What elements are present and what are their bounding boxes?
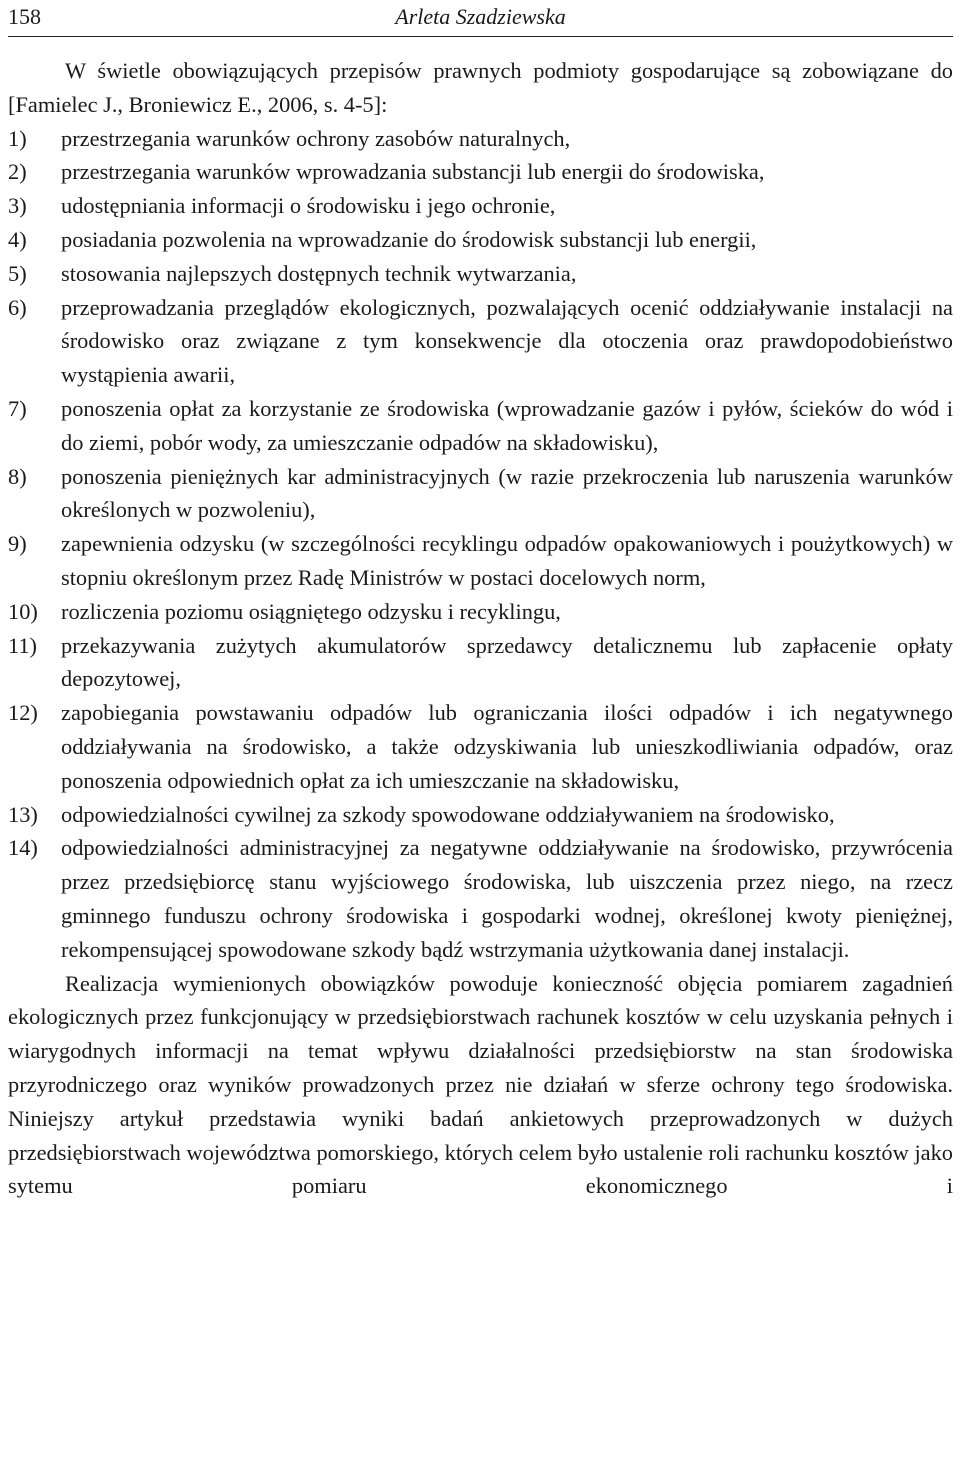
- list-item: [8, 460, 953, 528]
- list-item: [8, 527, 953, 595]
- list-item-text: przestrzegania warunków ochrony zasobów naturalnych,: [61, 125, 571, 151]
- list-item: [8, 629, 953, 697]
- list-item-number: 12): [8, 700, 38, 726]
- list-item-text: przeprowadzania przeglądów ekologicznych, pozwalających ocenić oddziaływanie instalacji na środowisko oraz związane z tym konsekwencje dla otoczenia oraz prawdopodobieństwo wystąpienia awarii,: [61, 294, 953, 388]
- closing-paragraph: Realizacja wymienionych obowiązków powoduje konieczność objęcia pomiarem zagadnień ekologicznych przez funkcjonujący w przedsiębiorstwach rachunek kosztów w celu uzyskania pełnych i wiarygodnych informacji na temat wpływu działalności przedsiębiorstw na stan środowiska przyrodniczego oraz wyników prowadzonych przez nie działań w sferze ochrony tego środowiska. Niniejszy artykuł przedstawia wyniki badań ankietowych przeprowadzonych w dużych przedsiębiorstwach województwa pomorskiego, których celem było ustalenie roli rachunku kosztów jako sytemu pomiaru ekonomicznego i: [8, 970, 953, 1199]
- list-item-number: 7): [8, 395, 27, 421]
- list-item-number: 3): [8, 193, 27, 219]
- document-page: [8, 0, 953, 1203]
- list-item: [8, 189, 953, 223]
- list-item-number: 10): [8, 598, 38, 624]
- list-item-text: ponoszenia pieniężnych kar administracyjnych (w razie przekroczenia lub naruszenia warunków określonych w pozwoleniu),: [61, 463, 953, 523]
- list-item-text: udostępniania informacji o środowisku i jego ochronie,: [61, 193, 556, 219]
- list-item: [8, 223, 953, 257]
- list-item-number: 4): [8, 226, 27, 252]
- list-item-number: 2): [8, 159, 27, 185]
- list-item-text: rozliczenia poziomu osiągniętego odzysku i recyklingu,: [61, 598, 561, 624]
- list-item: [8, 257, 953, 291]
- list-item: [8, 291, 953, 392]
- list-item-number: 14): [8, 835, 38, 861]
- list-item: [8, 155, 953, 189]
- list-item-text: ponoszenia opłat za korzystanie ze środowiska (wprowadzanie gazów i pyłów, ścieków do wód i do ziemi, pobór wody, za umieszczanie odpadów na składowisku),: [61, 395, 953, 455]
- list-item: [8, 798, 953, 832]
- obligations-list: [8, 122, 953, 967]
- list-item-number: 11): [8, 632, 38, 658]
- intro-paragraph: W świetle obowiązujących przepisów prawnych podmioty gospodarujące są zobowiązane do [Famielec J., Broniewicz E., 2006, s. 4-5]:: [8, 58, 953, 117]
- list-item-number: 9): [8, 531, 27, 557]
- list-item-text: odpowiedzialności cywilnej za szkody spowodowane oddziaływaniem na środowisko,: [61, 801, 835, 827]
- list-item-text: stosowania najlepszych dostępnych technik wytwarzania,: [61, 260, 577, 286]
- list-item-number: 8): [8, 463, 27, 489]
- list-item-number: 1): [8, 125, 27, 151]
- list-item: [8, 831, 953, 966]
- list-item-number: 5): [8, 260, 27, 286]
- running-head-author: Arleta Szadziewska: [395, 4, 566, 29]
- list-item-text: przestrzegania warunków wprowadzania substancji lub energii do środowiska,: [61, 159, 765, 185]
- page-number: 158: [8, 4, 41, 29]
- list-item-number: 13): [8, 801, 38, 827]
- body-text: [8, 54, 953, 1203]
- list-item-text: odpowiedzialności administracyjnej za negatywne oddziaływanie na środowisko, przywrócenia przez przedsiębiorcę stanu wyjściowego środowiska, lub uiszczenia przez niego, na rzecz gminnego funduszu ochrony środowiska i gospodarki wodnej, określonej kwoty pieniężnej, rekompensującej spowodowane szkody bądź wstrzymania użytkowania danej instalacji.: [61, 835, 953, 962]
- list-item-text: przekazywania zużytych akumulatorów sprzedawcy detalicznemu lub zapłacenie opłaty depozytowej,: [61, 632, 953, 692]
- list-item-text: zapobiegania powstawaniu odpadów lub ograniczania ilości odpadów i ich negatywnego oddziaływania na środowisko, a także odzyskiwania lub unieszkodliwiania odpadów, oraz ponoszenia odpowiednich opłat za ich umieszczanie na składowisku,: [61, 700, 953, 793]
- list-item: [8, 122, 953, 156]
- list-item-number: 6): [8, 294, 27, 320]
- page-header: [8, 0, 953, 37]
- list-item: [8, 392, 953, 460]
- list-item: [8, 696, 953, 797]
- list-item-text: zapewnienia odzysku (w szczególności recyklingu odpadów opakowaniowych i poużytkowych) w stopniu określonym przez Radę Ministrów w postaci docelowych norm,: [61, 531, 953, 590]
- list-item-text: posiadania pozwolenia na wprowadzanie do środowisk substancji lub energii,: [61, 226, 757, 252]
- list-item: [8, 595, 953, 629]
